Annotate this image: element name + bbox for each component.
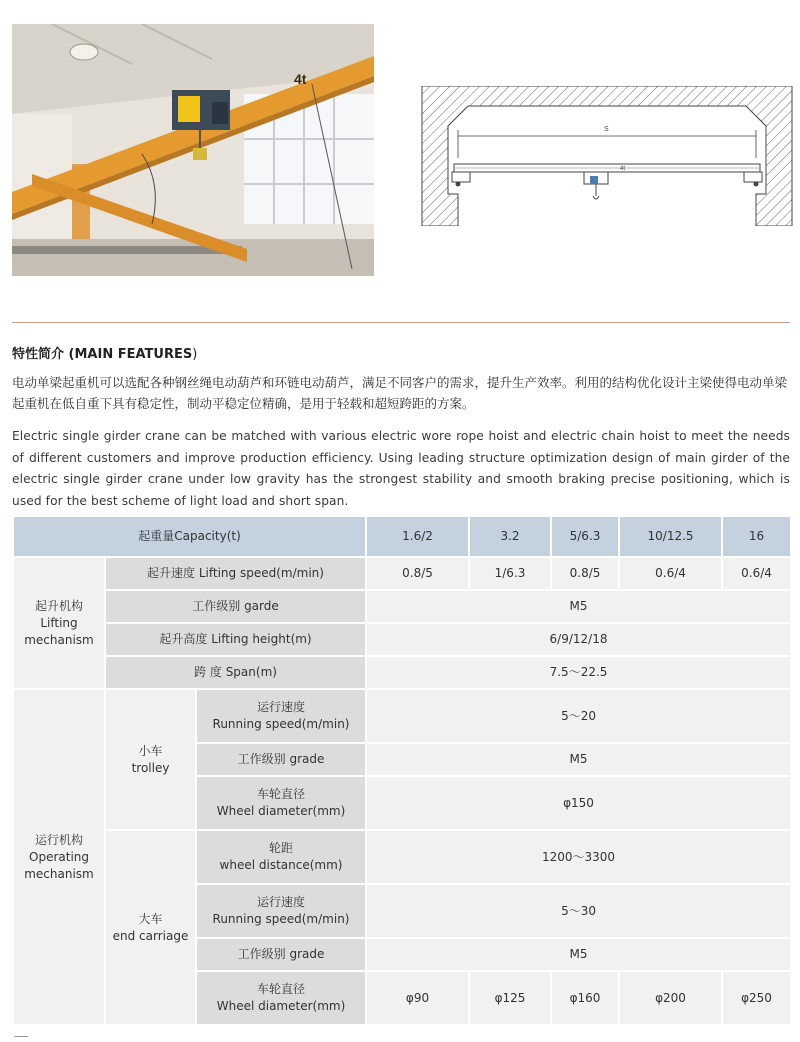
end-carriage-wheel-value: φ125 [469, 971, 551, 1025]
lifting-grade-value: M5 [366, 590, 791, 623]
wheel-distance-label [196, 830, 366, 884]
wheel-distance-row [13, 830, 791, 884]
lifting-height-label: 起升高度 Lifting height(m) [105, 623, 366, 656]
capacity-value: 16 [722, 516, 791, 557]
trolley-speed-en: Running speed(m/min) [212, 717, 350, 731]
lifting-height-row [13, 623, 791, 656]
lifting-grade-row [13, 590, 791, 623]
features-description-cn: 电动单梁起重机可以选配各种钢丝绳电动葫芦和环链电动葫芦，满足不同客户的需求，提升生产效率。利用的结构优化设计主梁使得电动单梁起重机在低自重下具有稳定性，制动平稳定位精确，是用于轻载和超短跨距的方案。 [12, 375, 788, 411]
features-heading [12, 343, 197, 362]
end-carriage-wheel-value: φ90 [366, 971, 469, 1025]
section-divider [12, 322, 790, 323]
crane-diagram [420, 86, 794, 226]
lifting-mechanism-cn: 起升机构 [34, 598, 83, 613]
capacity-value: 10/12.5 [619, 516, 722, 557]
photo-capacity-sign: 4t [294, 71, 307, 87]
lifting-mechanism-label [13, 557, 105, 689]
span-dimension-label: S [604, 126, 609, 133]
span-value: 7.5～22.5 [366, 656, 791, 689]
trolley-grade-value: M5 [366, 743, 791, 776]
span-label: 跨 度 Span(m) [105, 656, 366, 689]
diagram-capacity-label: 4t [620, 166, 626, 172]
lifting-mechanism-en: Lifting mechanism [24, 615, 94, 647]
end-carriage-speed-label [196, 884, 366, 938]
end-carriage-wheel-cn: 车轮直径 [257, 982, 306, 996]
features-description-en: Electric single girder crane can be matched with various electric wore rope hoist and electric chain hoist to meet the needs of different customers and improve production efficiency. Using leading structure optimization design of main girder of the electric single girder crane under low gravity has the strongest stability and smooth braking precise positioning, which is used for the best scheme of light load and short span. [12, 429, 790, 508]
operating-mechanism-cn: 运行机构 [34, 832, 83, 847]
wheel-distance-value: 1200～3300 [366, 830, 791, 884]
lifting-speed-value: 0.6/4 [722, 557, 791, 590]
trolley-en: trolley [131, 760, 170, 775]
lifting-speed-value: 1/6.3 [469, 557, 551, 590]
end-carriage-wheel-en: Wheel diameter(mm) [216, 999, 346, 1013]
capacity-value: 5/6.3 [551, 516, 619, 557]
lifting-speed-value: 0.8/5 [551, 557, 619, 590]
lifting-speed-value: 0.8/5 [366, 557, 469, 590]
features-heading-cn: 特性简介 [12, 347, 65, 362]
features-heading-close: ) [192, 347, 198, 362]
end-carriage-speed-value: 5～30 [366, 884, 791, 938]
end-carriage-grade-label: 工作级别 grade [196, 938, 366, 971]
lifting-speed-value: 0.6/4 [619, 557, 722, 590]
lifting-speed-label: 起升速度 Lifting speed(m/min) [105, 557, 366, 590]
crane-photo [12, 24, 374, 276]
end-carriage-en: end carriage [112, 928, 189, 943]
specification-table [12, 515, 792, 1026]
trolley-wheel-value: φ150 [366, 776, 791, 830]
end-carriage-label [105, 830, 196, 1025]
trolley-speed-value: 5～20 [366, 689, 791, 743]
page-corner-mark [14, 1036, 28, 1042]
end-carriage-grade-value: M5 [366, 938, 791, 971]
operating-mechanism-en: Operating mechanism [24, 849, 94, 881]
trolley-wheel-label [196, 776, 366, 830]
trolley-label [105, 689, 196, 830]
capacity-row [13, 516, 791, 557]
end-carriage-wheel-value: φ200 [619, 971, 722, 1025]
lifting-speed-row [13, 557, 791, 590]
trolley-speed-row [13, 689, 791, 743]
trolley-wheel-en: Wheel diameter(mm) [216, 804, 346, 818]
features-heading-en: (MAIN FEATURES [68, 347, 193, 362]
trolley-speed-cn: 运行速度 [257, 700, 306, 714]
end-carriage-wheel-value: φ160 [551, 971, 619, 1025]
end-carriage-speed-cn: 运行速度 [257, 895, 306, 909]
capacity-value: 1.6/2 [366, 516, 469, 557]
end-carriage-cn: 大车 [138, 911, 163, 926]
trolley-cn: 小车 [138, 743, 163, 758]
wheel-distance-en: wheel distance(mm) [219, 858, 343, 872]
trolley-grade-label: 工作级别 grade [196, 743, 366, 776]
end-carriage-speed-en: Running speed(m/min) [212, 912, 350, 926]
span-row [13, 656, 791, 689]
end-carriage-wheel-label [196, 971, 366, 1025]
capacity-label: 起重量Capacity(t) [13, 516, 366, 557]
end-carriage-wheel-value: φ250 [722, 971, 791, 1025]
operating-mechanism-label [13, 689, 105, 1025]
lifting-grade-label: 工作级别 garde [105, 590, 366, 623]
wheel-distance-cn: 轮距 [269, 841, 294, 855]
lifting-height-value: 6/9/12/18 [366, 623, 791, 656]
trolley-speed-label [196, 689, 366, 743]
trolley-wheel-cn: 车轮直径 [257, 787, 306, 801]
capacity-value: 3.2 [469, 516, 551, 557]
